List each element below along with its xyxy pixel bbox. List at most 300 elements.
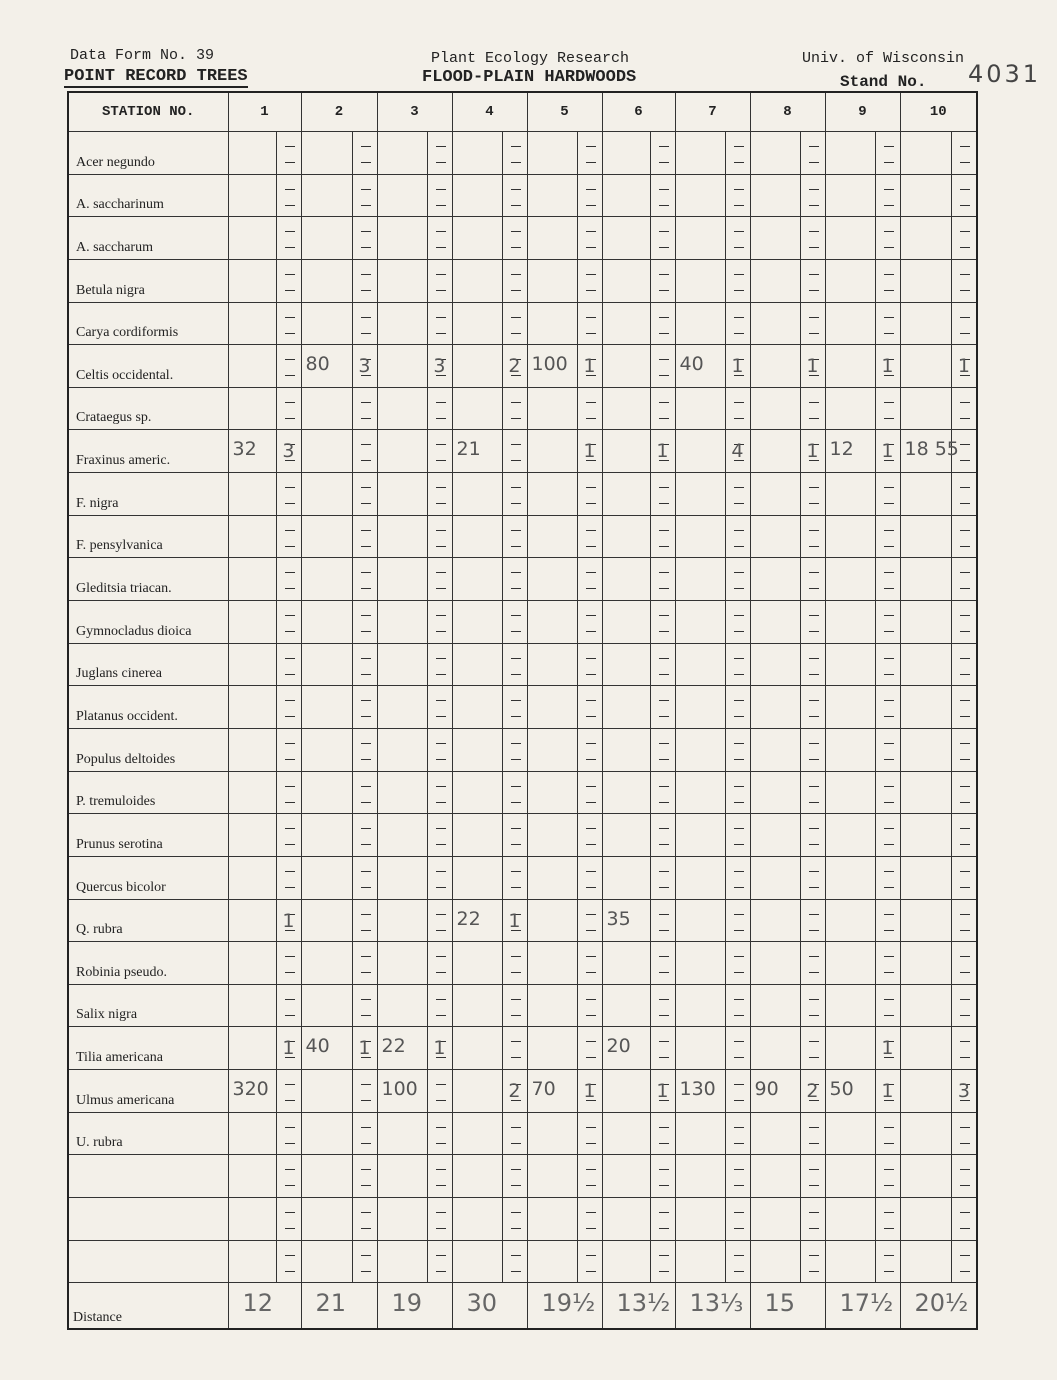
data-cell[interactable] [900, 430, 977, 473]
data-cell[interactable] [452, 601, 527, 644]
tick-mark [436, 1143, 446, 1144]
data-cell[interactable] [675, 1198, 750, 1241]
data-cell[interactable] [527, 728, 602, 771]
data-cell[interactable] [900, 345, 977, 388]
data-cell[interactable] [228, 473, 301, 516]
data-cell[interactable] [377, 558, 452, 601]
data-cell[interactable] [452, 1198, 527, 1241]
distance-cell[interactable] [377, 1283, 452, 1329]
data-cell[interactable] [228, 814, 301, 857]
data-cell[interactable] [750, 259, 825, 302]
data-cell[interactable] [675, 899, 750, 942]
data-cell[interactable] [900, 473, 977, 516]
data-cell[interactable] [527, 899, 602, 942]
data-cell[interactable] [527, 1070, 602, 1113]
data-cell[interactable] [602, 1027, 675, 1070]
data-cell[interactable] [377, 1155, 452, 1198]
data-cell[interactable] [452, 302, 527, 345]
data-cell[interactable] [750, 771, 825, 814]
data-cell[interactable] [228, 345, 301, 388]
data-cell[interactable] [228, 771, 301, 814]
data-cell[interactable] [527, 132, 602, 175]
data-cell[interactable] [900, 515, 977, 558]
data-cell[interactable] [228, 515, 301, 558]
data-cell[interactable] [602, 515, 675, 558]
data-cell[interactable] [750, 473, 825, 516]
data-cell[interactable] [900, 174, 977, 217]
data-cell[interactable] [900, 387, 977, 430]
data-cell[interactable] [377, 984, 452, 1027]
data-cell[interactable] [452, 174, 527, 217]
data-cell[interactable] [602, 558, 675, 601]
data-cell[interactable] [377, 302, 452, 345]
data-cell[interactable] [602, 1112, 675, 1155]
data-cell[interactable] [301, 942, 377, 985]
data-cell[interactable] [602, 174, 675, 217]
data-cell[interactable] [377, 345, 452, 388]
data-cell[interactable] [750, 728, 825, 771]
distance-cell[interactable] [228, 1283, 301, 1329]
data-cell[interactable] [527, 259, 602, 302]
data-cell[interactable] [675, 1155, 750, 1198]
data-cell[interactable] [228, 728, 301, 771]
data-cell[interactable] [452, 515, 527, 558]
data-cell[interactable] [228, 558, 301, 601]
data-cell[interactable] [602, 1240, 675, 1283]
data-cell[interactable] [527, 942, 602, 985]
data-cell[interactable] [825, 1240, 900, 1283]
data-cell[interactable] [452, 1112, 527, 1155]
data-cell[interactable] [750, 686, 825, 729]
distance-cell[interactable] [452, 1283, 527, 1329]
data-cell[interactable] [377, 1198, 452, 1241]
data-cell[interactable] [750, 1070, 825, 1113]
data-cell[interactable] [452, 1240, 527, 1283]
data-cell[interactable] [750, 601, 825, 644]
data-cell[interactable] [900, 1112, 977, 1155]
data-cell[interactable] [750, 302, 825, 345]
data-cell[interactable] [750, 643, 825, 686]
data-cell[interactable] [675, 430, 750, 473]
data-cell[interactable] [825, 856, 900, 899]
data-cell[interactable] [228, 430, 301, 473]
data-cell[interactable] [750, 942, 825, 985]
data-cell[interactable] [377, 643, 452, 686]
data-cell[interactable] [452, 814, 527, 857]
data-cell[interactable] [377, 899, 452, 942]
data-cell[interactable] [301, 643, 377, 686]
data-cell[interactable] [825, 1070, 900, 1113]
data-cell[interactable] [900, 1155, 977, 1198]
data-cell[interactable] [301, 515, 377, 558]
distance-cell[interactable] [301, 1283, 377, 1329]
data-cell[interactable] [675, 1027, 750, 1070]
data-cell[interactable] [825, 302, 900, 345]
data-cell[interactable] [825, 814, 900, 857]
data-cell[interactable] [750, 217, 825, 260]
data-cell[interactable] [301, 345, 377, 388]
data-cell[interactable] [750, 558, 825, 601]
data-cell[interactable] [377, 473, 452, 516]
data-cell[interactable] [377, 430, 452, 473]
data-cell[interactable] [825, 387, 900, 430]
data-cell[interactable] [750, 899, 825, 942]
data-cell[interactable] [602, 942, 675, 985]
data-cell[interactable] [825, 728, 900, 771]
data-cell[interactable] [301, 1240, 377, 1283]
data-cell[interactable] [377, 1070, 452, 1113]
data-cell[interactable] [825, 643, 900, 686]
data-cell[interactable] [301, 814, 377, 857]
data-cell[interactable] [602, 430, 675, 473]
data-cell[interactable] [377, 1027, 452, 1070]
data-cell[interactable] [602, 601, 675, 644]
data-cell[interactable] [452, 217, 527, 260]
data-cell[interactable] [377, 259, 452, 302]
data-cell[interactable] [301, 558, 377, 601]
data-cell[interactable] [675, 473, 750, 516]
data-cell[interactable] [825, 686, 900, 729]
data-cell[interactable] [452, 430, 527, 473]
data-cell[interactable] [527, 856, 602, 899]
data-cell[interactable] [750, 1155, 825, 1198]
data-cell[interactable] [825, 174, 900, 217]
count-subcolumn [502, 942, 503, 984]
data-cell[interactable] [602, 771, 675, 814]
data-cell[interactable] [825, 345, 900, 388]
distance-cell[interactable] [750, 1283, 825, 1329]
tick-mark [361, 460, 371, 461]
data-cell[interactable] [900, 217, 977, 260]
data-cell[interactable] [825, 1155, 900, 1198]
data-cell[interactable] [377, 856, 452, 899]
distance-cell[interactable] [602, 1283, 675, 1329]
data-cell[interactable] [301, 259, 377, 302]
data-cell[interactable] [452, 473, 527, 516]
data-cell[interactable] [825, 1027, 900, 1070]
data-cell[interactable] [900, 899, 977, 942]
data-cell[interactable] [750, 814, 825, 857]
data-cell[interactable] [675, 942, 750, 985]
data-cell[interactable] [228, 174, 301, 217]
data-cell[interactable] [602, 643, 675, 686]
data-cell[interactable] [602, 728, 675, 771]
count-subcolumn [800, 1241, 801, 1283]
data-cell[interactable] [527, 1240, 602, 1283]
data-cell[interactable] [900, 643, 977, 686]
data-cell[interactable] [301, 1070, 377, 1113]
data-cell[interactable] [377, 174, 452, 217]
data-cell[interactable] [825, 984, 900, 1027]
data-cell[interactable] [900, 942, 977, 985]
data-cell[interactable] [825, 942, 900, 985]
count-subcolumn [276, 388, 277, 430]
data-cell[interactable] [301, 601, 377, 644]
data-cell[interactable] [228, 1240, 301, 1283]
data-cell[interactable] [377, 814, 452, 857]
data-cell[interactable] [750, 856, 825, 899]
data-cell[interactable] [900, 728, 977, 771]
tick-mark [734, 1143, 744, 1144]
data-cell[interactable] [900, 984, 977, 1027]
data-cell[interactable] [675, 814, 750, 857]
data-cell[interactable] [675, 601, 750, 644]
data-cell[interactable] [900, 1240, 977, 1283]
data-cell[interactable] [602, 259, 675, 302]
data-cell[interactable] [675, 1070, 750, 1113]
data-cell[interactable] [228, 217, 301, 260]
data-cell[interactable] [750, 387, 825, 430]
data-cell[interactable] [377, 1112, 452, 1155]
data-cell[interactable] [527, 345, 602, 388]
data-cell[interactable] [452, 132, 527, 175]
count-subcolumn [725, 388, 726, 430]
data-cell[interactable] [228, 942, 301, 985]
data-cell[interactable] [825, 515, 900, 558]
data-cell[interactable] [825, 1112, 900, 1155]
data-cell[interactable] [377, 217, 452, 260]
data-cell[interactable] [228, 1070, 301, 1113]
data-cell[interactable] [301, 899, 377, 942]
data-cell[interactable] [602, 686, 675, 729]
data-cell[interactable] [377, 771, 452, 814]
data-cell[interactable] [527, 643, 602, 686]
data-cell[interactable] [602, 984, 675, 1027]
data-cell[interactable] [452, 345, 527, 388]
data-cell[interactable] [377, 942, 452, 985]
data-cell[interactable] [527, 174, 602, 217]
data-cell[interactable] [527, 601, 602, 644]
data-cell[interactable] [602, 814, 675, 857]
data-cell[interactable] [452, 643, 527, 686]
data-cell[interactable] [602, 345, 675, 388]
data-cell[interactable] [602, 1070, 675, 1113]
data-cell[interactable] [602, 1155, 675, 1198]
data-cell[interactable] [675, 1240, 750, 1283]
tick-mark [734, 418, 744, 419]
data-cell[interactable] [825, 601, 900, 644]
data-cell[interactable] [602, 217, 675, 260]
data-cell[interactable] [825, 771, 900, 814]
data-cell[interactable] [675, 217, 750, 260]
data-cell[interactable] [750, 174, 825, 217]
data-cell[interactable] [301, 1198, 377, 1241]
data-cell[interactable] [900, 558, 977, 601]
data-cell[interactable] [675, 259, 750, 302]
data-cell[interactable] [377, 387, 452, 430]
species-row [68, 643, 977, 686]
data-cell[interactable] [675, 686, 750, 729]
data-cell[interactable] [228, 1155, 301, 1198]
data-cell[interactable] [900, 814, 977, 857]
data-cell[interactable] [301, 686, 377, 729]
data-cell[interactable] [825, 132, 900, 175]
data-cell[interactable] [900, 259, 977, 302]
data-cell[interactable] [900, 856, 977, 899]
data-cell[interactable] [301, 1155, 377, 1198]
data-cell[interactable] [301, 473, 377, 516]
data-cell[interactable] [527, 387, 602, 430]
data-cell[interactable] [750, 132, 825, 175]
tick-mark [659, 247, 669, 248]
data-cell[interactable] [675, 643, 750, 686]
data-cell[interactable] [602, 473, 675, 516]
data-cell[interactable] [301, 771, 377, 814]
data-cell[interactable] [228, 387, 301, 430]
data-cell[interactable] [301, 1112, 377, 1155]
data-cell[interactable] [900, 302, 977, 345]
data-cell[interactable] [675, 1112, 750, 1155]
data-cell[interactable] [527, 686, 602, 729]
data-cell[interactable] [825, 1198, 900, 1241]
data-cell[interactable] [527, 771, 602, 814]
data-cell[interactable] [750, 430, 825, 473]
data-cell[interactable] [675, 515, 750, 558]
data-cell[interactable] [452, 728, 527, 771]
tree-value: 90 [754, 1078, 779, 1101]
data-cell[interactable] [527, 984, 602, 1027]
data-cell[interactable] [228, 132, 301, 175]
data-cell[interactable] [452, 1027, 527, 1070]
data-cell[interactable] [900, 132, 977, 175]
data-cell[interactable] [377, 728, 452, 771]
data-cell[interactable] [377, 686, 452, 729]
data-cell[interactable] [377, 132, 452, 175]
data-cell[interactable] [675, 728, 750, 771]
data-cell[interactable] [825, 558, 900, 601]
data-cell[interactable] [825, 473, 900, 516]
data-cell[interactable] [750, 1112, 825, 1155]
data-cell[interactable] [900, 1027, 977, 1070]
data-cell[interactable] [228, 643, 301, 686]
data-cell[interactable] [527, 1198, 602, 1241]
distance-cell[interactable] [825, 1283, 900, 1329]
data-cell[interactable] [675, 302, 750, 345]
data-cell[interactable] [602, 899, 675, 942]
data-cell[interactable] [527, 1155, 602, 1198]
data-cell[interactable] [675, 856, 750, 899]
data-cell[interactable] [301, 728, 377, 771]
data-cell[interactable] [900, 1198, 977, 1241]
data-cell[interactable] [377, 601, 452, 644]
data-cell[interactable] [602, 1198, 675, 1241]
data-cell[interactable] [377, 1240, 452, 1283]
station-header: STATION NO. [68, 92, 228, 132]
data-cell[interactable] [675, 345, 750, 388]
data-cell[interactable] [452, 856, 527, 899]
distance-cell[interactable] [527, 1283, 602, 1329]
data-cell[interactable] [750, 1240, 825, 1283]
tick-mark [361, 317, 371, 318]
data-cell[interactable] [228, 686, 301, 729]
data-cell[interactable] [527, 1112, 602, 1155]
data-cell[interactable] [301, 984, 377, 1027]
data-cell[interactable] [602, 302, 675, 345]
data-cell[interactable] [675, 984, 750, 1027]
count-subcolumn [352, 857, 353, 899]
data-cell[interactable] [900, 771, 977, 814]
data-cell[interactable] [825, 899, 900, 942]
data-cell[interactable] [527, 558, 602, 601]
data-cell[interactable] [675, 771, 750, 814]
data-cell[interactable] [301, 387, 377, 430]
data-cell[interactable] [452, 1155, 527, 1198]
data-cell[interactable] [825, 217, 900, 260]
data-cell[interactable] [301, 132, 377, 175]
data-cell[interactable] [228, 899, 301, 942]
data-cell[interactable] [825, 430, 900, 473]
data-cell[interactable] [301, 174, 377, 217]
data-cell[interactable] [750, 345, 825, 388]
data-cell[interactable] [750, 1198, 825, 1241]
data-cell[interactable] [900, 1070, 977, 1113]
data-cell[interactable] [301, 430, 377, 473]
data-cell[interactable] [228, 1112, 301, 1155]
count-subcolumn [725, 1198, 726, 1240]
data-cell[interactable] [228, 302, 301, 345]
data-cell[interactable] [228, 984, 301, 1027]
data-cell[interactable] [527, 814, 602, 857]
data-cell[interactable] [527, 430, 602, 473]
data-cell[interactable] [301, 217, 377, 260]
data-cell[interactable] [602, 856, 675, 899]
data-cell[interactable] [527, 217, 602, 260]
data-cell[interactable] [527, 302, 602, 345]
data-cell[interactable] [602, 387, 675, 430]
data-cell[interactable] [527, 473, 602, 516]
data-cell[interactable] [228, 1027, 301, 1070]
data-cell[interactable] [301, 856, 377, 899]
data-cell[interactable] [675, 174, 750, 217]
data-cell[interactable] [377, 515, 452, 558]
tick-mark [960, 146, 970, 147]
data-cell[interactable] [301, 302, 377, 345]
data-cell[interactable] [527, 1027, 602, 1070]
data-cell[interactable] [675, 558, 750, 601]
data-cell[interactable] [750, 1027, 825, 1070]
data-cell[interactable] [900, 601, 977, 644]
data-cell[interactable] [825, 259, 900, 302]
data-cell[interactable] [452, 771, 527, 814]
data-cell[interactable] [452, 387, 527, 430]
data-cell[interactable] [602, 132, 675, 175]
tick-mark [960, 1057, 970, 1058]
data-cell[interactable] [452, 558, 527, 601]
data-cell[interactable] [452, 259, 527, 302]
data-cell[interactable] [228, 856, 301, 899]
count-subcolumn [875, 772, 876, 814]
data-cell[interactable] [900, 686, 977, 729]
data-cell[interactable] [675, 387, 750, 430]
data-cell[interactable] [452, 686, 527, 729]
data-cell[interactable] [750, 984, 825, 1027]
data-cell[interactable] [527, 515, 602, 558]
data-cell[interactable] [228, 1198, 301, 1241]
data-cell[interactable] [452, 984, 527, 1027]
data-cell[interactable] [452, 899, 527, 942]
data-cell[interactable] [452, 942, 527, 985]
data-cell[interactable] [750, 515, 825, 558]
data-cell[interactable] [675, 132, 750, 175]
data-cell[interactable] [228, 259, 301, 302]
distance-cell[interactable] [675, 1283, 750, 1329]
tick-mark [884, 1228, 894, 1229]
data-cell[interactable] [452, 1070, 527, 1113]
count-subcolumn [725, 217, 726, 259]
data-cell[interactable] [228, 601, 301, 644]
distance-cell[interactable] [900, 1283, 977, 1329]
data-cell[interactable] [301, 1027, 377, 1070]
